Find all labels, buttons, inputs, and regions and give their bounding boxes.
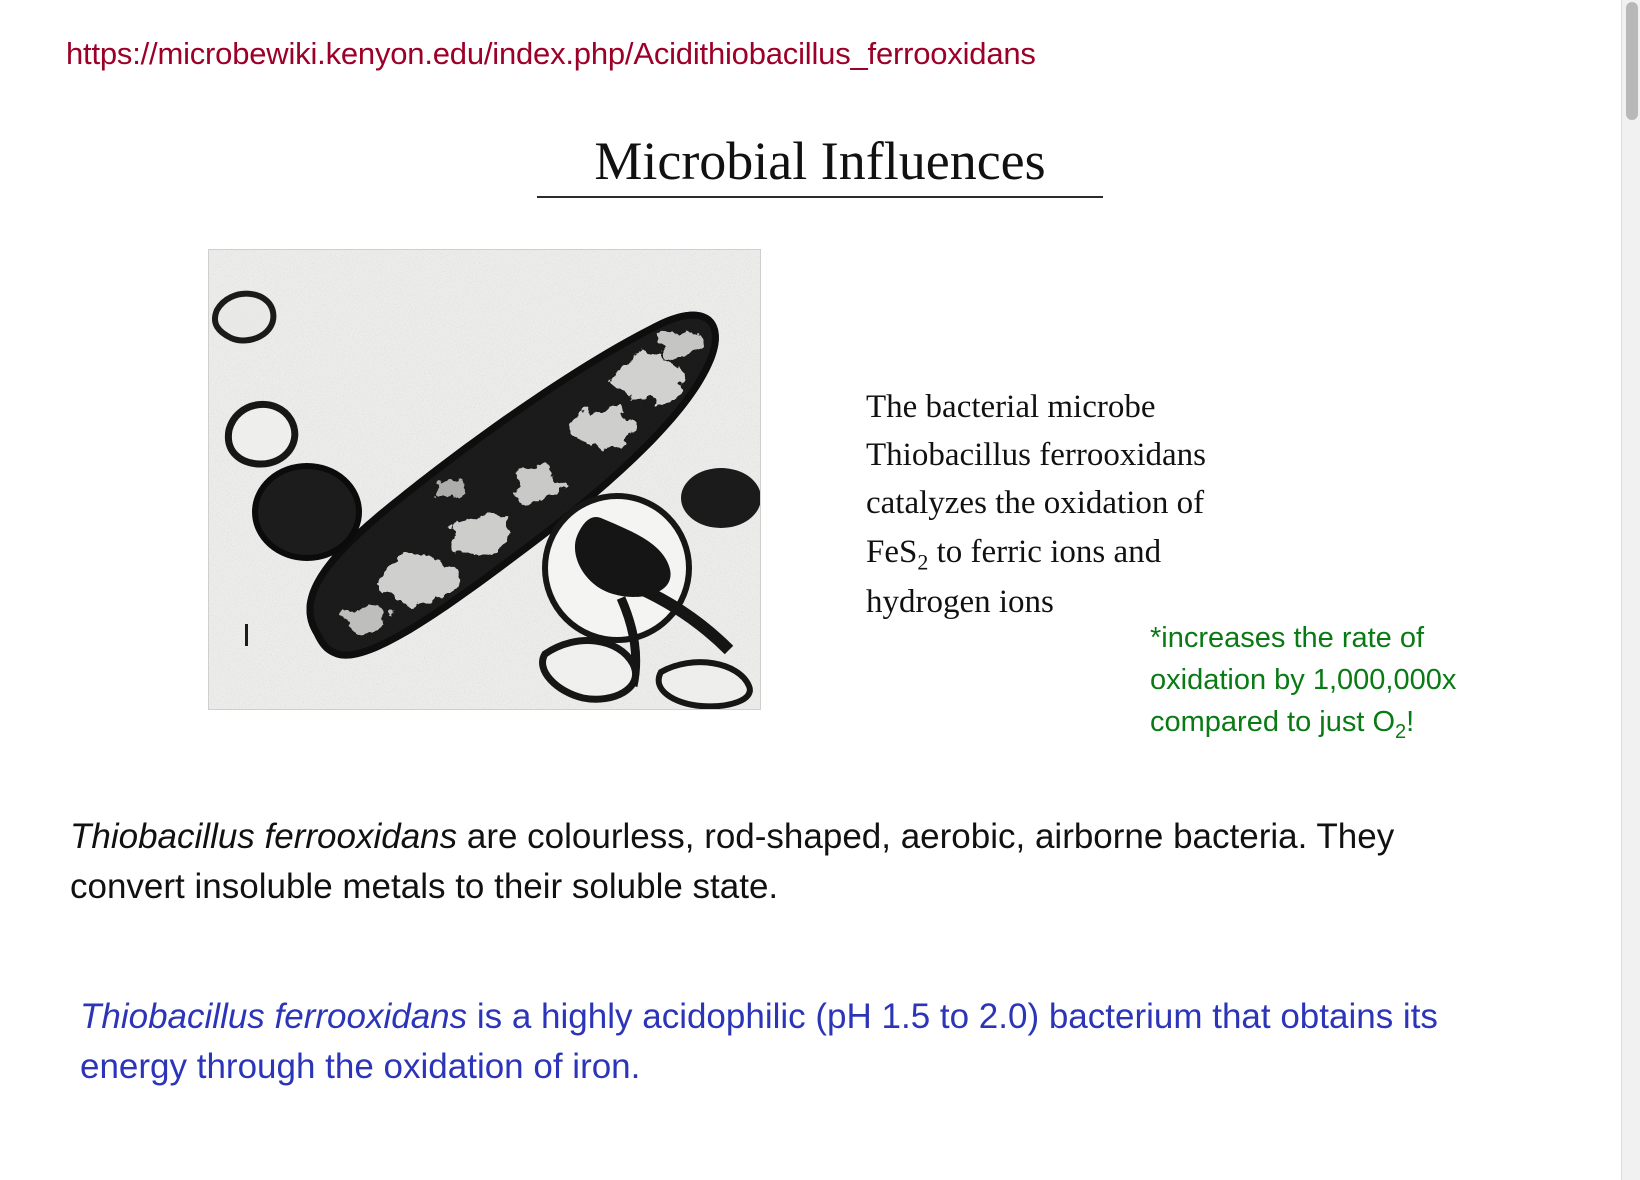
fes2-subscript: 2	[917, 549, 929, 575]
description-line-3: catalyzes the oxidation of	[866, 485, 1205, 522]
paragraph-blue	[80, 992, 1480, 1091]
page-title: Microbial Influences	[594, 131, 1046, 191]
description-line-4-post: to ferric ions and	[928, 533, 1162, 570]
description-text	[866, 383, 1336, 626]
paragraph-black-species: Thiobacillus ferrooxidans	[70, 817, 458, 856]
description-line-2: Thiobacillus ferrooxidans	[866, 437, 1206, 474]
note-line-3-pre: compared to just O	[1150, 706, 1395, 739]
paragraph-blue-species: Thiobacillus ferrooxidans	[80, 997, 468, 1036]
paragraph-black	[70, 812, 1500, 911]
scrollbar-thumb[interactable]	[1626, 2, 1638, 120]
title-block	[537, 132, 1103, 198]
source-url-text: https://microbewiki.kenyon.edu/index.php/Acidithiobacillus_ferrooxidans	[66, 36, 1036, 71]
paragraph-blue-rest: is a highly acidophilic (pH 1.5 to 2.0) bacterium that obtains its energy through the oxidation of iron.	[80, 997, 1438, 1086]
bacteria-micrograph-image	[208, 249, 761, 710]
green-annotation-note	[1150, 617, 1540, 747]
description-line-5: hydrogen ions	[866, 584, 1054, 621]
o2-subscript: 2	[1395, 720, 1407, 743]
vertical-scrollbar[interactable]	[1621, 0, 1640, 1180]
description-line-4-pre: FeS	[866, 533, 918, 570]
title-underline	[537, 196, 1103, 198]
paragraph-black-rest: are colourless, rod-shaped, aerobic, airborne bacteria. They convert insoluble metals to their soluble state.	[70, 817, 1395, 906]
note-line-3-post: !	[1406, 706, 1415, 739]
note-line-1: *increases the rate of	[1150, 622, 1425, 654]
note-line-2: oxidation by 1,000,000x	[1150, 664, 1457, 697]
description-line-1: The bacterial microbe	[866, 389, 1156, 425]
